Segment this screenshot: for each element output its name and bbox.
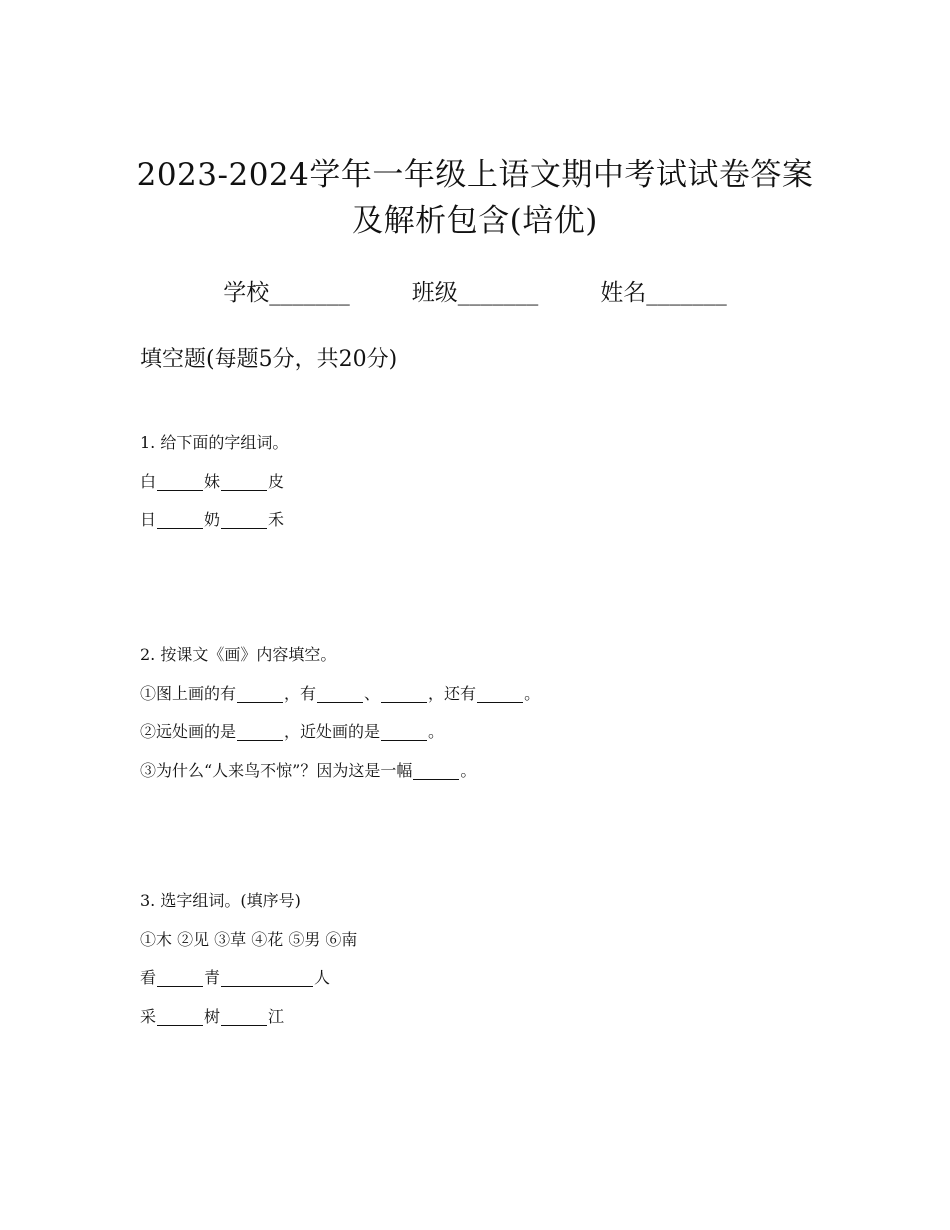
question-3-options: ①木 ②见 ③草 ④花 ⑤男 ⑥南 [140, 929, 358, 949]
word-char: 白 [140, 471, 157, 491]
question-3 [140, 882, 357, 1036]
answer-blank [381, 682, 427, 703]
answer-blank [221, 508, 267, 529]
question-2-line-2 [140, 713, 540, 752]
student-info-row [0, 276, 950, 310]
title-line-1: 2023-2024学年一年级上语文期中考试试卷答案 [136, 157, 814, 193]
question-2 [140, 636, 540, 790]
answer-blank [317, 682, 363, 703]
word-char: 日 [140, 510, 157, 529]
answer-blank [157, 966, 203, 987]
text-segment: ，近处画的是 [284, 722, 381, 741]
text-segment: ②远处画的是 [140, 722, 237, 741]
title-line-2: 及解析包含(培优) [352, 203, 598, 239]
question-3-title: 3. 选字组词。(填序号) [140, 891, 301, 910]
word-char: 树 [204, 1006, 221, 1026]
text-segment: 。 [460, 760, 477, 780]
text-segment: ①图上画的有 [140, 683, 237, 703]
text-segment: ，有 [284, 683, 317, 703]
word-char: 看 [140, 968, 157, 987]
section-heading: 填空题(每题5分，共20分) [140, 347, 398, 372]
question-2-title: 2. 按课文《画》内容填空。 [140, 645, 337, 664]
answer-blank [221, 966, 313, 987]
answer-blank [237, 720, 283, 741]
question-1-row-2 [140, 501, 288, 540]
question-3-row-1 [140, 959, 357, 998]
question-1-title: 1. 给下面的字组词。 [140, 433, 289, 452]
text-segment: ，还有 [428, 683, 477, 703]
text-segment: 。 [428, 722, 445, 741]
name-field: 姓名_______ [600, 280, 727, 306]
question-1-row-1 [140, 463, 288, 502]
word-char: 禾 [268, 510, 285, 529]
word-char: 采 [140, 1006, 157, 1026]
word-char: 奶 [204, 510, 221, 529]
answer-blank [477, 682, 523, 703]
answer-blank [221, 470, 267, 491]
answer-blank [237, 682, 283, 703]
document-title [0, 152, 950, 244]
word-char: 青 [204, 968, 221, 987]
school-field: 学校_______ [223, 280, 350, 306]
answer-blank [157, 470, 203, 491]
question-2-line-3 [140, 752, 540, 791]
answer-blank [157, 1005, 203, 1026]
text-segment: ③为什么“人来鸟不惊”？因为这是一幅 [140, 760, 413, 780]
answer-blank [157, 508, 203, 529]
word-char: 皮 [268, 471, 285, 491]
answer-blank [381, 720, 427, 741]
question-3-row-2 [140, 998, 357, 1037]
word-char: 江 [268, 1006, 285, 1026]
question-2-line-1 [140, 675, 540, 714]
question-1 [140, 424, 288, 540]
word-char: 妹 [204, 471, 221, 491]
class-field: 班级_______ [411, 280, 539, 306]
word-char: 人 [314, 968, 331, 987]
answer-blank [221, 1005, 267, 1026]
text-segment: 。 [524, 683, 541, 703]
answer-blank [413, 759, 459, 780]
text-segment: 、 [364, 683, 381, 703]
